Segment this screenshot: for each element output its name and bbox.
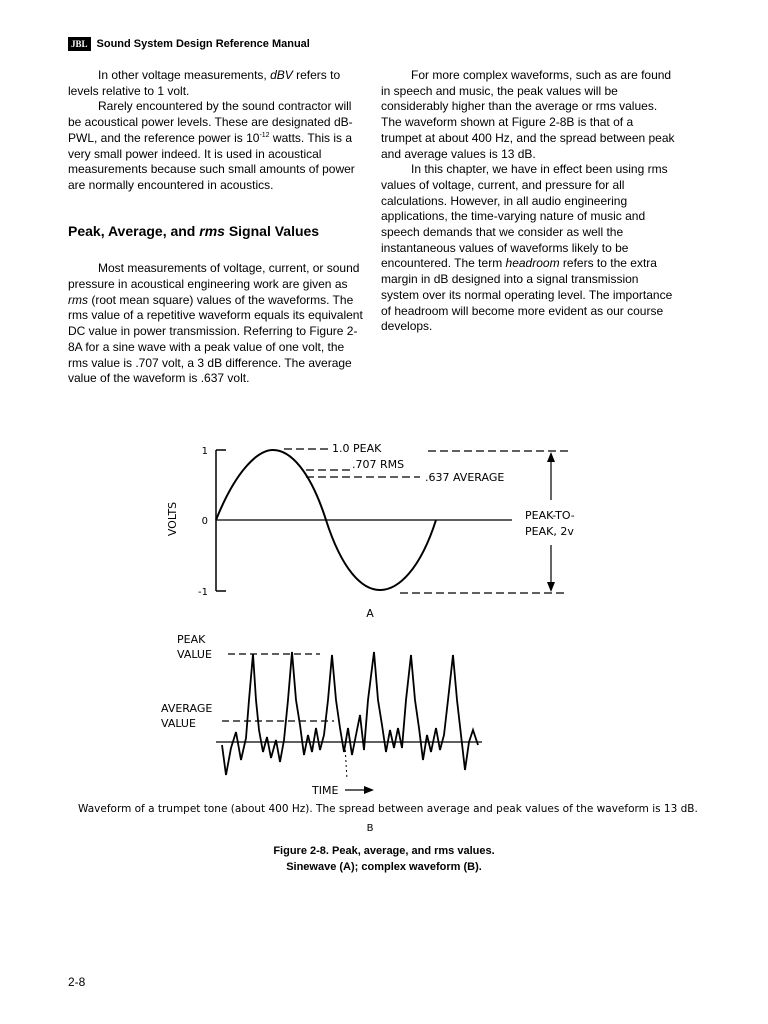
figure-caption-line1: Figure 2-8. Peak, average, and rms values. [273,845,495,857]
figure-caption-line2: Sinewave (A); complex waveform (B). [286,861,482,873]
time-label: TIME [312,784,339,797]
section-heading: Peak, Average, and rms Signal Values [68,222,320,239]
paragraph-power-levels: Rarely encountered by the sound contractor will be acoustical power levels. These are designated dB-PWL, and the reference power is $10^{-12}$ watts. This is a very small power indeed. It is used in acoustical measurements because such small amounts of power are normally encountered in acoustics. [68,99,355,192]
peak-label: 1.0 PEAK [332,442,382,455]
peak-value-line2: VALUE [177,648,212,661]
p2p-label-line1: PEAK-TO- [525,509,575,522]
paragraph-complex-waveforms: For more complex waveforms, such as are found in speech and music, the peak values will be considerably higher than the average or rms values. The waveform shown at Figure 2-8B is that of a trumpet at about 400 Hz, and the spread between peak and average values is 13 dB. [381,68,675,161]
panel-b-label: B [366,823,374,834]
average-value-line2: VALUE [161,717,196,730]
tick-zero: 0 [201,516,208,527]
paragraph-dbv: In other voltage measurements, dBV refers to levels relative to 1 volt. [68,68,341,98]
figure-caption [0,843,768,875]
paragraph-rms: Most measurements of voltage, current, or sound pressure in acoustical engineering work are given as rms (root mean square) values of the waveforms. The rms value of a repetitive waveform equals its equivalent DC value in power transmission. Referring to Figure 2-8A for a sine wave with a peak value of one volt, the rms value is .707 volt, a 3 dB difference. The average value of the waveform is .637 volt. [68,261,363,386]
paragraph-headroom: In this chapter, we have in effect been using rms values of voltage, current, and pressure for all calculations. However, in all audio engineering applications, the time-varying nature of music and speech demands that we consider as well the instantaneous values of waveforms likely to be encountered. The term headroom refers to the extra margin in dB designed into a signal transmission system over its normal operating level. The importance of headroom will become more evident as our course develops. [381,162,673,334]
p2p-label-line2: PEAK, 2v [525,525,574,538]
panel-a-label: A [366,607,374,620]
time-arrow-icon [364,786,374,794]
trumpet-caption: Waveform of a trumpet tone (about 400 Hz). The spread between average and peak values of the waveform is 13 dB. [78,803,698,815]
header-title: Sound System Design Reference Manual [96,38,310,50]
ylabel-volts: VOLTS [166,501,179,537]
jbl-logo: JBL [68,37,91,51]
page-number: 2-8 [68,975,86,989]
average-value-line1: AVERAGE [161,702,213,715]
trumpet-waveform [222,652,478,775]
rms-label: .707 RMS [352,458,405,471]
average-label: .637 AVERAGE [425,471,505,484]
tick-top: 1 [201,446,208,457]
tick-bottom: -1 [198,587,208,598]
peak-value-line1: PEAK [177,633,206,646]
